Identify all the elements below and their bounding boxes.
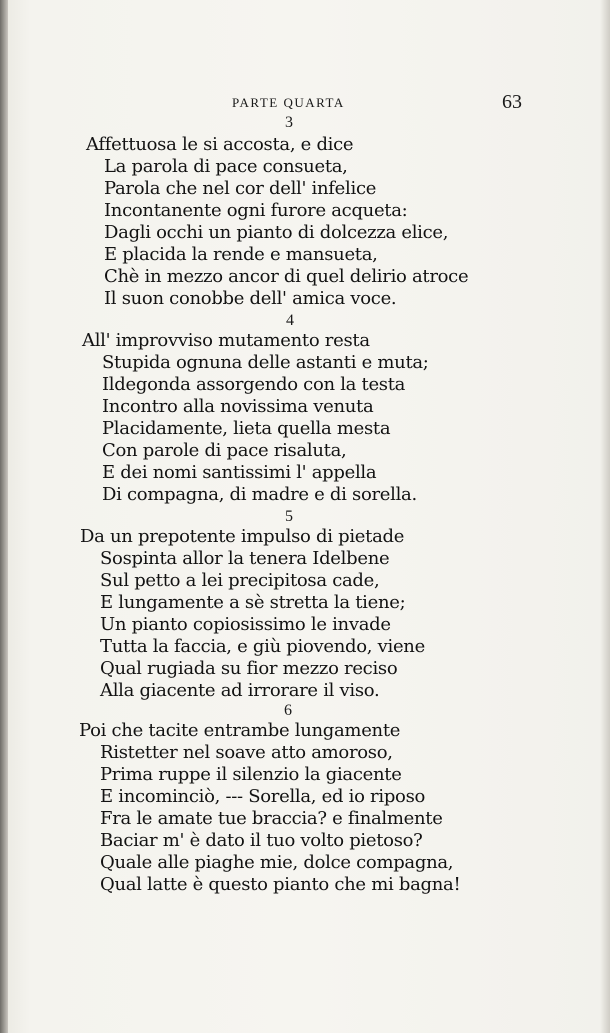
verse-line: Dagli occhi un pianto di dolcezza elice, [104,222,449,243]
verse-line: All' improvviso mutamento resta [82,330,370,351]
verse-line: Baciar m' è dato il tuo volto pietoso? [100,830,423,851]
verse-line: Di compagna, di madre e di sorella. [102,484,417,505]
verse-line: E incominciò, --- Sorella, ed io riposo [100,786,426,807]
verse-line: Ristetter nel soave atto amoroso, [100,742,393,763]
stanza-number: 4 [286,312,294,329]
verse-line: Placidamente, lieta quella mesta [102,418,391,439]
verse-line: E dei nomi santissimi l' appella [102,462,377,483]
stanza-number: 5 [285,508,293,525]
verse-line: Incontanente ogni furore acqueta: [104,200,408,221]
binding-shadow [0,0,8,1033]
verse-line: Prima ruppe il silenzio la giacente [100,764,402,785]
verse-line: E lungamente a sè stretta la tiene; [100,592,406,613]
verse-line: Chè in mezzo ancor di quel delirio atroce [104,266,469,287]
verse-line: Incontro alla novissima venuta [102,396,374,417]
verse-line: E placida la rende e mansueta, [104,244,378,265]
stanza-number: 3 [285,114,293,131]
stanza-number: 6 [284,702,292,719]
verse-line: Stupida ognuna delle astanti e muta; [102,352,429,373]
verse-line: Affettuosa le si accosta, e dice [86,134,354,155]
verse-line: Ildegonda assorgendo con la testa [102,374,406,395]
verse-line: Con parole di pace risaluta, [102,440,347,461]
verse-line: Qual rugiada su fior mezzo reciso [100,658,398,679]
verse-line: Fra le amate tue braccia? e finalmente [100,808,443,829]
verse-line: Qual latte è questo pianto che mi bagna! [100,874,461,895]
page-number: 63 [502,91,522,113]
verse-line: Il suon conobbe dell' amica voce. [104,288,397,309]
verse-line: Sul petto a lei precipitosa cade, [100,570,380,591]
verse-line: La parola di pace consueta, [104,156,348,177]
verse-line: Poi che tacite entrambe lungamente [79,720,401,741]
verse-line: Alla giacente ad irrorare il viso. [100,680,380,701]
page-edge-shadow [600,0,610,1033]
running-head: PARTE QUARTA [232,95,345,110]
verse-line: Un pianto copiosissimo le invade [100,614,391,635]
verse-line: Tutta la faccia, e giù piovendo, viene [100,636,425,657]
verse-line: Quale alle piaghe mie, dolce compagna, [100,852,454,873]
verse-line: Sospinta allor la tenera Idelbene [100,548,390,569]
verse-line: Da un prepotente impulso di pietade [80,526,405,547]
verse-line: Parola che nel cor dell' infelice [104,178,377,199]
page-header [0,91,610,115]
